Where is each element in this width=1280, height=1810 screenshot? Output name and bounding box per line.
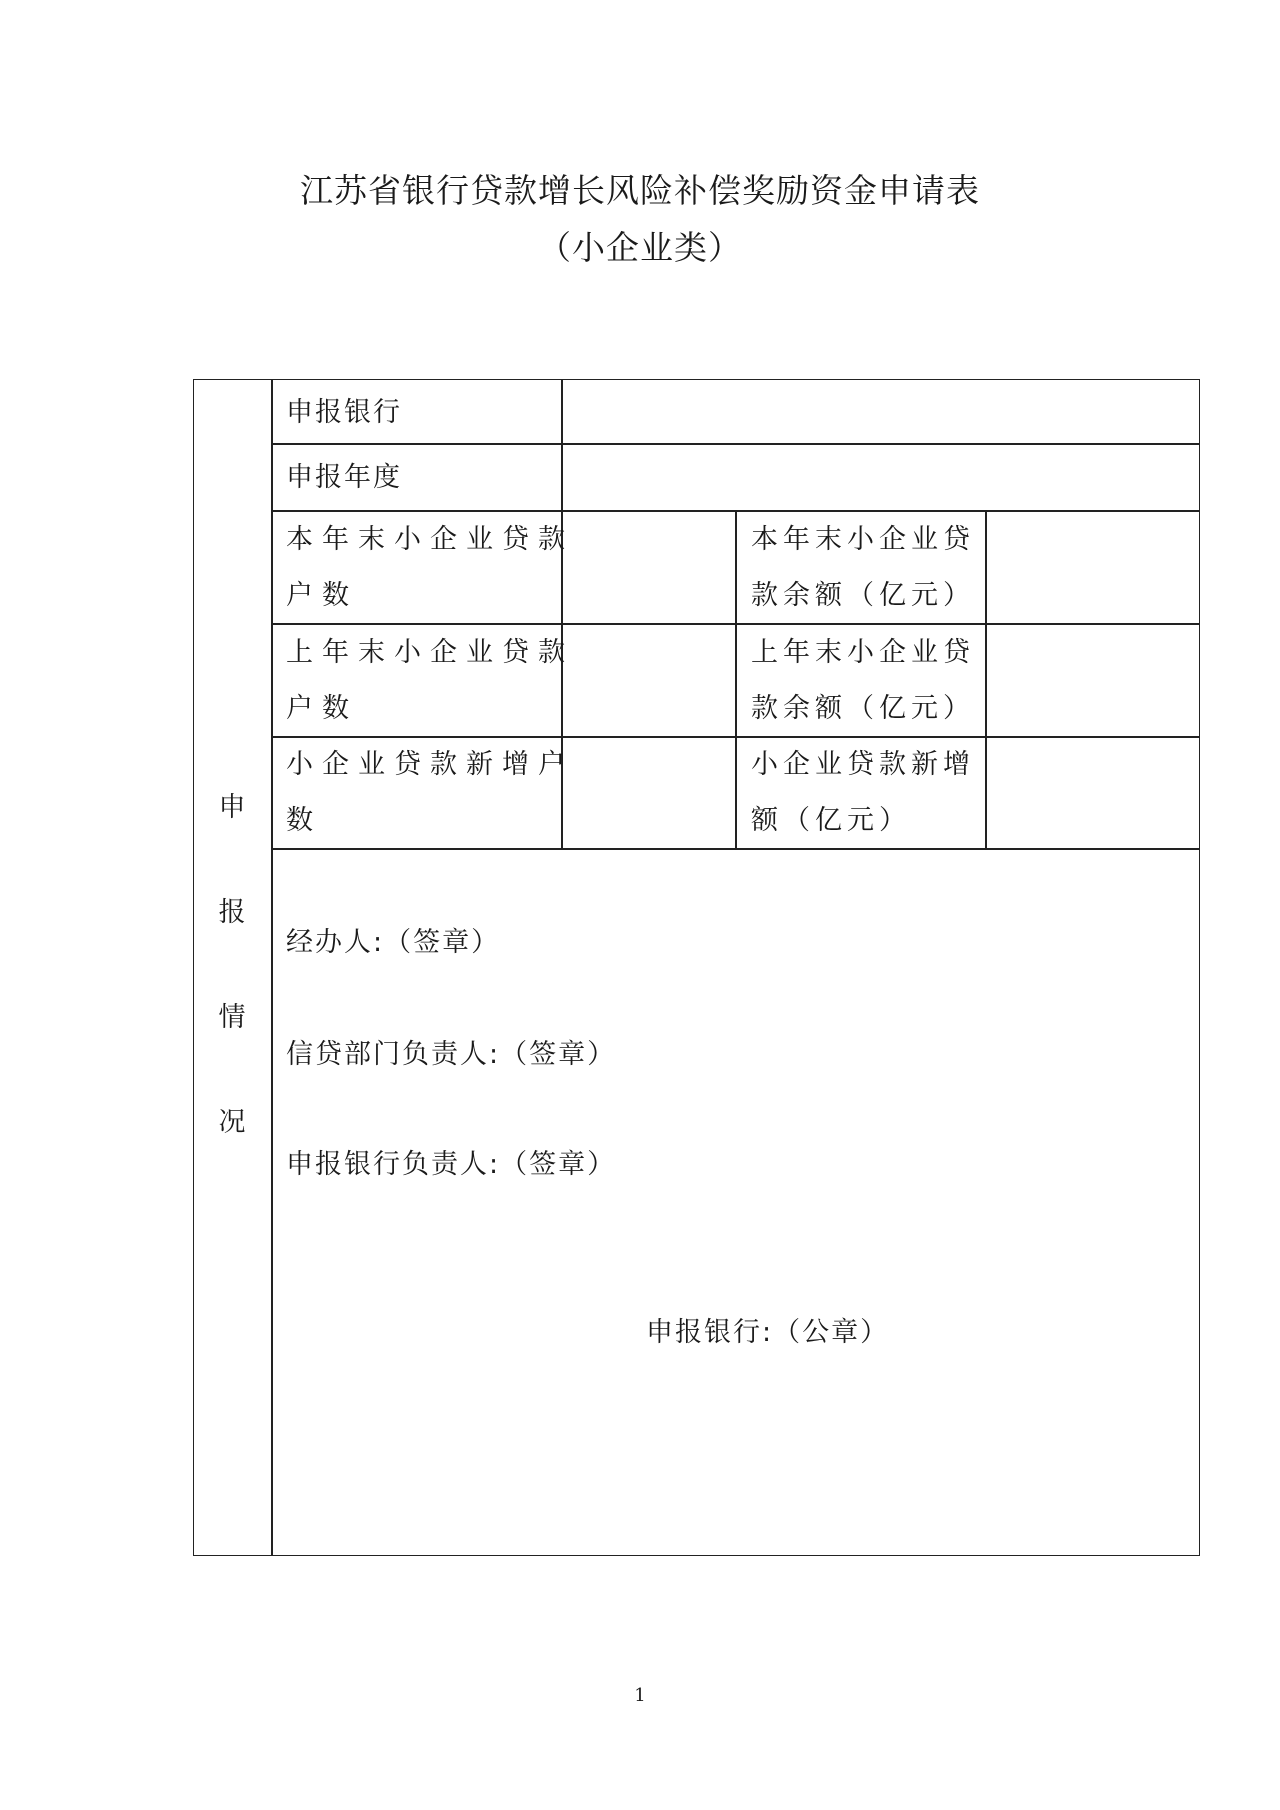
column-divider <box>985 510 987 850</box>
label-line: 户数 <box>286 693 358 724</box>
label-line: 款余额（亿元） <box>751 580 975 611</box>
section-label-char: 情 <box>218 1002 246 1033</box>
page-number: 1 <box>634 1685 646 1706</box>
form-subtitle: （小企业类） <box>538 228 742 267</box>
label-line: 本年末小企业贷款 <box>286 524 574 555</box>
year-label: 申报年度 <box>286 462 402 493</box>
label-line: 数 <box>286 805 322 836</box>
bank-official-seal[interactable]: 申报银行:（公章） <box>646 1317 890 1348</box>
increase-count-label <box>286 737 574 849</box>
column-divider <box>735 510 737 850</box>
this-year-count-label <box>286 512 574 624</box>
handler-signature[interactable]: 经办人:（签章） <box>286 927 501 958</box>
section-label-char: 况 <box>218 1107 246 1138</box>
section-label-char: 报 <box>218 897 246 928</box>
side-column-divider <box>271 380 273 1555</box>
label-line: 本年末小企业贷 <box>751 524 975 555</box>
section-label-char: 申 <box>218 792 246 823</box>
label-line: 上年末小企业贷 <box>751 637 975 668</box>
label-line: 户数 <box>286 580 358 611</box>
bank-head-signature[interactable]: 申报银行负责人:（签章） <box>286 1149 617 1180</box>
application-form-table <box>193 379 1200 1556</box>
label-line: 款余额（亿元） <box>751 693 975 724</box>
increase-amount-label <box>751 737 975 849</box>
label-line: 上年末小企业贷款 <box>286 637 574 668</box>
credit-head-signature[interactable]: 信贷部门负责人:（签章） <box>286 1039 617 1070</box>
this-year-amount-label <box>751 512 975 624</box>
form-title: 江苏省银行贷款增长风险补偿奖励资金申请表 <box>300 171 980 210</box>
label-line: 小企业贷款新增户 <box>286 749 574 780</box>
last-year-count-label <box>286 625 574 737</box>
bank-label: 申报银行 <box>286 397 402 428</box>
last-year-amount-label <box>751 625 975 737</box>
label-line: 小企业贷款新增 <box>751 749 975 780</box>
row-divider <box>271 443 1199 445</box>
label-line: 额（亿元） <box>751 805 911 836</box>
